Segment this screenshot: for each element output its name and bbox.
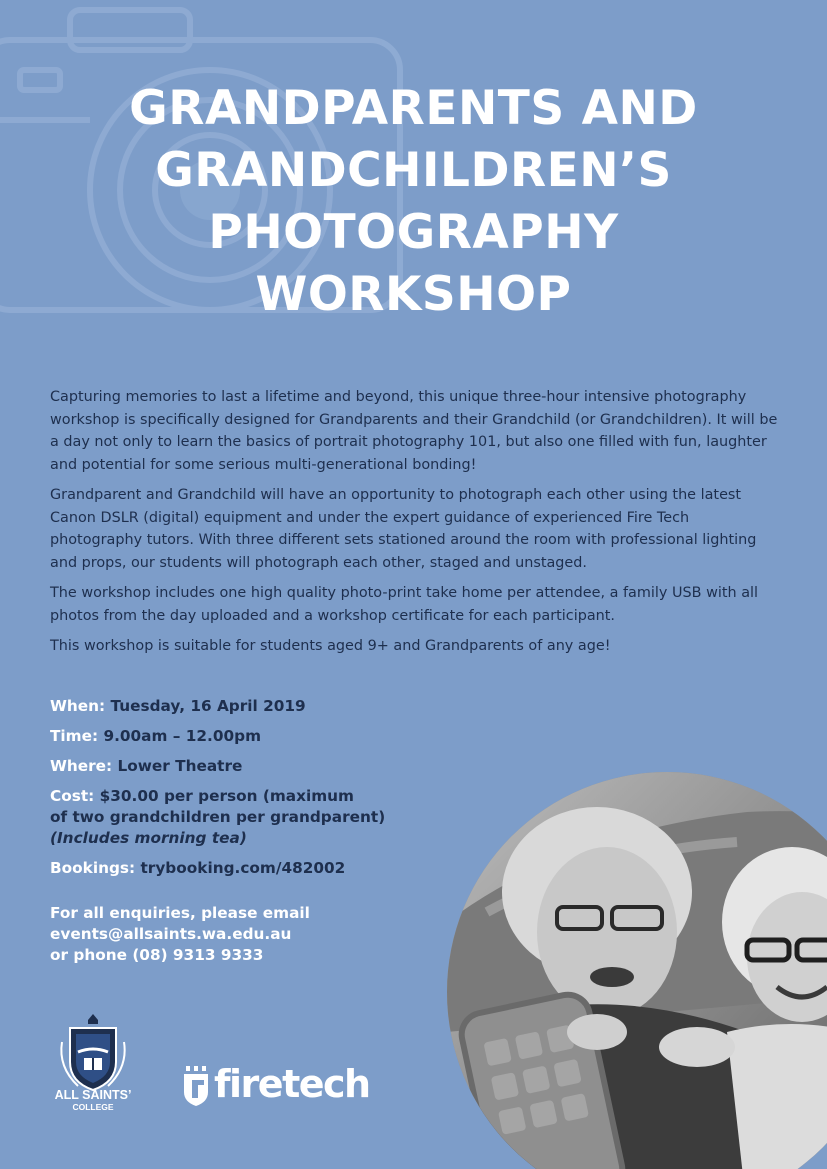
title-line-1: GRANDPARENTS AND [129,81,698,136]
photo-illustration [447,772,827,1169]
title-line-3: PHOTOGRAPHY [208,205,619,260]
cost-value-line-1: $30.00 per person (maximum [99,787,354,805]
detail-when [50,696,430,717]
detail-time [50,726,430,747]
where-label: Where: [50,757,113,775]
time-value: 9.00am – 12.00pm [103,727,262,745]
description-paragraph-3: The workshop includes one high quality photo-print take home per attendee, a family USB with all photos from the day uploaded and a workshop certificate for each participant. [50,585,759,624]
bookings-link[interactable]: trybooking.com/482002 [140,859,346,877]
all-saints-sub: COLLEGE [72,1102,114,1112]
workshop-photo [447,772,827,1169]
description-paragraph-2: Grandparent and Grandchild will have an opportunity to photograph each other using the latest Canon DSLR (digital) equipment and under the expert guidance of experienced Fire Tech photography tutors. With three different sets stationed around the room with professional lighting and props, our students will photograph each other, staged and unstaged. [50,487,757,571]
all-saints-logo-text [40,1089,146,1112]
where-value: Lower Theatre [117,757,243,775]
title-line-4: WORKSHOP [255,267,572,322]
cost-value-line-2: of two grandchildren per grandparent) [50,808,386,826]
cost-note: (Includes morning tea) [50,829,247,847]
firetech-logo-text: firetech [214,1062,370,1106]
description-paragraph-1: Capturing memories to last a lifetime and beyond, this unique three-hour intensive photography workshop is specifically designed for Grandparents and their Grandchild (or Grandchildren). It will be a day not only to learn the basics of portrait photography 101, but also one filled with fun, laughter and potential for some serious multi-generational bonding! [50,389,778,473]
description-paragraph-4: This workshop is suitable for students aged 9+ and Grandparents of any age! [50,638,611,654]
all-saints-name: ALL SAINTS’ [54,1088,132,1102]
cost-label: Cost: [50,787,95,805]
enquiries [50,903,430,966]
title-line-2: GRANDCHILDREN’S [155,143,672,198]
enquiries-line-1: For all enquiries, please email [50,904,310,922]
time-label: Time: [50,727,99,745]
firetech-logo-icon [182,1066,210,1106]
event-details [50,696,430,888]
page-title [60,78,767,326]
detail-cost [50,786,430,849]
enquiries-phone: or phone (08) 9313 9333 [50,946,264,964]
bookings-label: Bookings: [50,859,136,877]
description [50,386,782,666]
enquiries-email[interactable]: events@allsaints.wa.edu.au [50,925,292,943]
when-value: Tuesday, 16 April 2019 [110,697,306,715]
detail-bookings [50,858,430,879]
detail-where [50,756,430,777]
when-label: When: [50,697,106,715]
